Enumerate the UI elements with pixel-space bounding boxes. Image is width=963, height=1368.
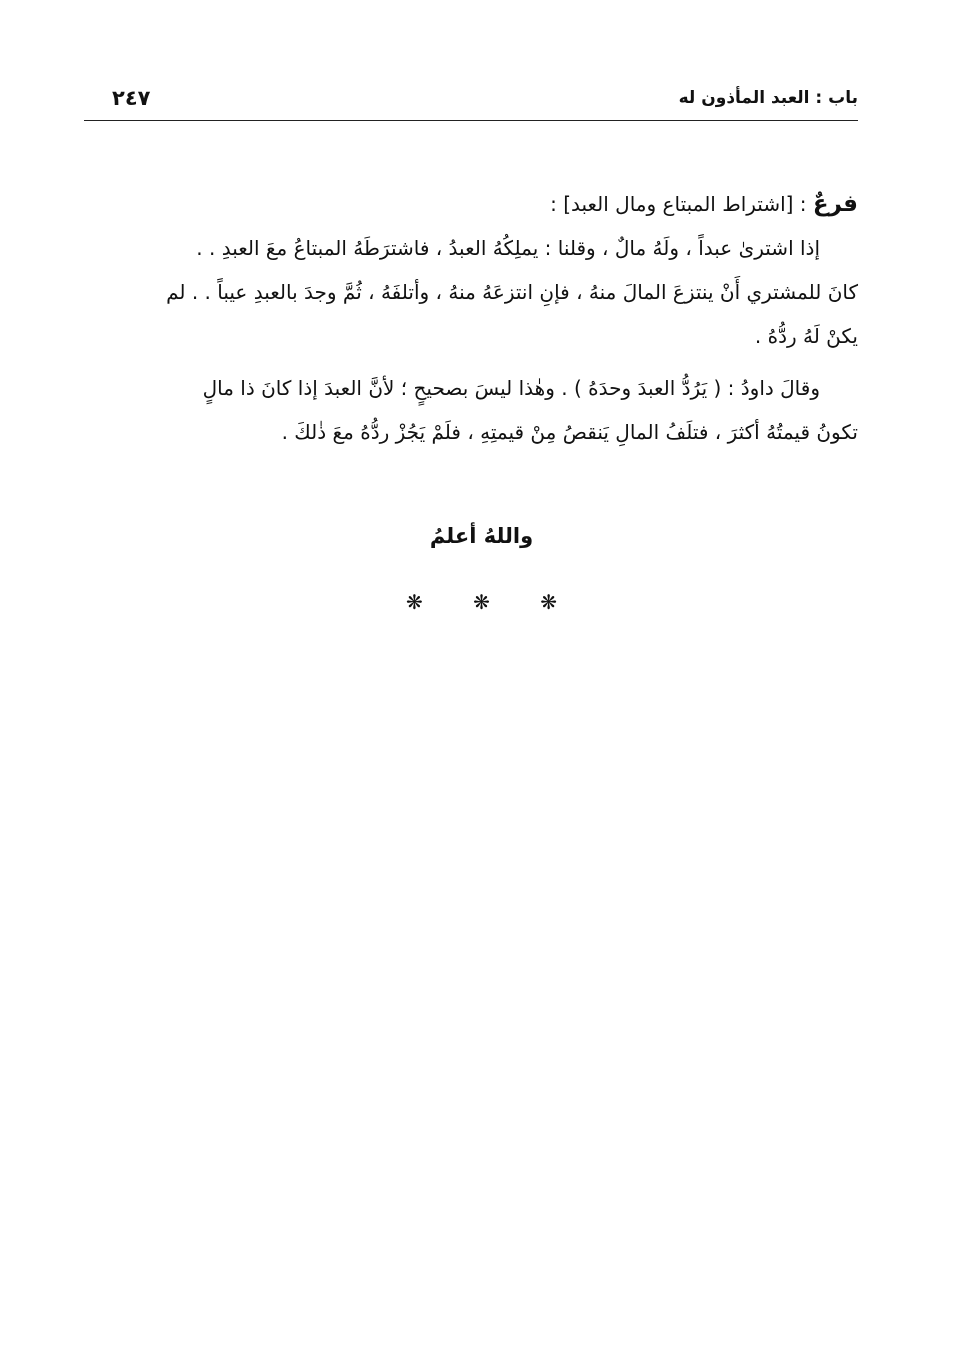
page-number: ٢٤٧: [112, 86, 151, 110]
running-title: باب : العبد المأذون له: [678, 88, 858, 108]
section-label: فرعٌ: [812, 191, 858, 217]
paragraph-1-line-1: إذا اشترىٰ عبداً ، ولَهُ مالٌ ، وقلنا : يملِكُهُ العبدُ ، فاشترَطَهُ المبتاعُ معَ العبدِ . .: [196, 236, 820, 260]
page-header: [84, 84, 858, 121]
section-heading: [82, 182, 858, 226]
paragraph-1-line-2: كانَ للمشتري أَنْ ينتزعَ المالَ منهُ ، فإنِ انتزعَهُ منهُ ، وأتلفَهُ ، ثُمَّ وجدَ بالعبدِ عيباً . . لم: [166, 280, 858, 304]
section-title: : [اشتراط المبتاع ومال العبد] :: [550, 192, 813, 216]
section-separator: ❋ ❋ ❋: [406, 590, 579, 614]
body-text: [82, 182, 858, 454]
closing-phrase: واللهُ أعلمُ: [429, 524, 534, 548]
paragraph-2-line-2: تكونُ قيمتُهُ أكثرَ ، فتلَفُ المالِ يَنقصُ مِنْ قيمتِهِ ، فلَمْ يَجُزْ ردُّهُ معَ ذٰلكَ .: [281, 420, 858, 444]
paragraph-1-line-3: يكنْ لَهُ ردُّهُ .: [754, 324, 858, 348]
paragraph-2-line-1: وقالَ داودُ : ( يَرُدُّ العبدَ وحدَهُ ) . وهٰذا ليسَ بصحيحٍ ؛ لأنَّ العبدَ إذا كانَ ذا مالٍ: [202, 376, 820, 400]
